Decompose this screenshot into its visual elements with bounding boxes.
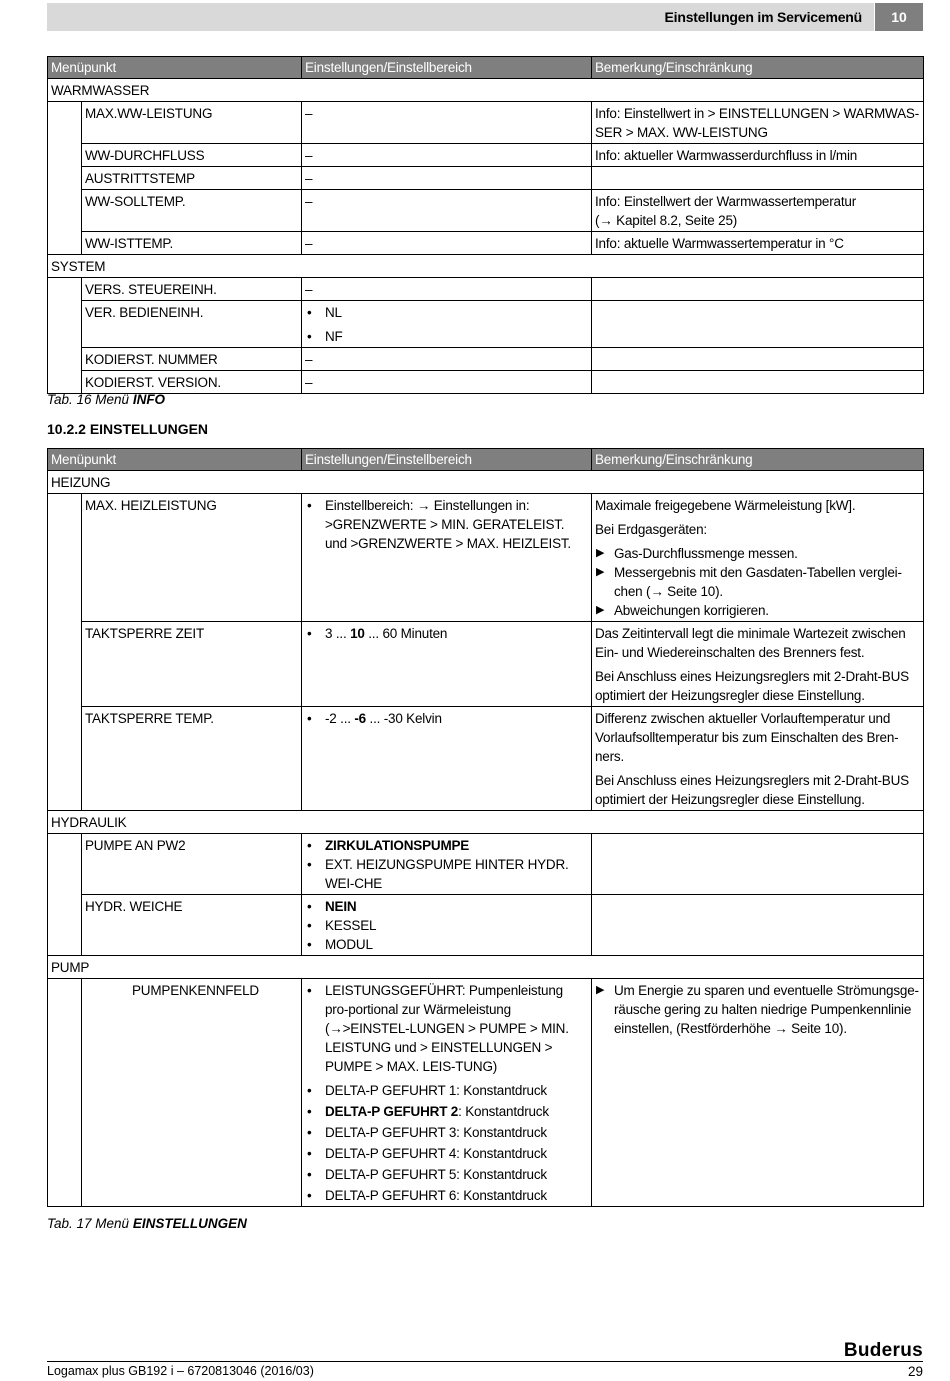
- step-item: ▶ Um Energie zu sparen und eventuelle Strömungsge-räusche gering zu halten niedrige Pumpenkennlinie einstellen, (Restförderhöhe → Seite 10).: [595, 981, 920, 1038]
- col-header-setting: Einstellungen/Einstellbereich: [302, 57, 592, 79]
- option-item: • EXT. HEIZUNGSPUMPE HINTER HYDR. WEI-CHE: [305, 855, 588, 893]
- col-header-menu: Menüpunkt: [48, 449, 302, 471]
- option-item: • KESSEL: [305, 916, 588, 935]
- option-item: • NF: [305, 327, 588, 346]
- section-row: [48, 79, 924, 102]
- menu-item: TAKTSPERRE ZEIT: [82, 622, 302, 707]
- option-item: • 3 ... 10 ... 60 Minuten: [305, 624, 588, 643]
- table-row: [48, 707, 924, 811]
- table-row: [48, 232, 924, 255]
- section-row: [48, 471, 924, 494]
- table-row: [48, 494, 924, 622]
- setting-cell: [302, 494, 592, 622]
- remark-line: Bei Anschluss eines Heizungsreglers mit 2-Draht-BUS optimiert der Heizungsregler diese Einstellung.: [595, 669, 909, 703]
- section-system: SYSTEM: [48, 255, 924, 278]
- remark-cell: [592, 167, 924, 190]
- table-row: [48, 144, 924, 167]
- remark-line: Bei Anschluss eines Heizungsreglers mit 2-Draht-BUS optimiert der Heizungsregler diese Einstellung.: [595, 773, 909, 807]
- remark-cell: [592, 494, 924, 622]
- step-item: ▶ Gas-Durchflussmenge messen.: [595, 544, 920, 563]
- col-header-remark: Bemerkung/Einschränkung: [592, 449, 924, 471]
- option-item: • -2 ... -6 ... -30 Kelvin: [305, 709, 588, 728]
- step-item: ▶ Abweichungen korrigieren.: [595, 601, 920, 620]
- option-item: • DELTA-P GEFUHRT 3: Konstantdruck: [305, 1123, 588, 1142]
- footer-document-id: Logamax plus GB192 i – 6720813046 (2016/03): [47, 1364, 314, 1378]
- setting-cell: [302, 707, 592, 811]
- table-info-menu: [47, 56, 924, 394]
- remark-line: Maximale freigegebene Wärmeleistung [kW].: [595, 498, 856, 513]
- setting-cell: [302, 895, 592, 956]
- setting-cell: –: [302, 190, 592, 232]
- menu-item: HYDR. WEICHE: [82, 895, 302, 956]
- remark-cell: [592, 622, 924, 707]
- brand-logo: Buderus: [843, 1340, 923, 1361]
- section-heizung: HEIZUNG: [48, 471, 924, 494]
- remark-cell: [592, 371, 924, 394]
- menu-item: KODIERST. VERSION.: [82, 371, 302, 394]
- footer-rule: [47, 1361, 923, 1362]
- section-heading: 10.2.2 EINSTELLUNGEN: [47, 421, 209, 437]
- col-header-setting: Einstellungen/Einstellbereich: [302, 449, 592, 471]
- header-title: Einstellungen im Servicemenü: [664, 9, 862, 25]
- menu-item: KODIERST. NUMMER: [82, 348, 302, 371]
- option-item: • DELTA-P GEFUHRT 1: Konstantdruck: [305, 1081, 588, 1100]
- menu-item: WW-ISTTEMP.: [82, 232, 302, 255]
- remark-line: (→ Kapitel 8.2, Seite 25): [595, 213, 738, 228]
- remark-cell: [592, 895, 924, 956]
- setting-cell: [302, 622, 592, 707]
- setting-cell: [302, 834, 592, 895]
- setting-cell: –: [302, 348, 592, 371]
- remark-cell: [592, 278, 924, 301]
- remark-line: Info: Einstellwert der Warmwassertemperatur: [595, 194, 856, 209]
- remark-cell: [592, 707, 924, 811]
- option-item: • LEISTUNGSGEFÜHRT: Pumpenleistung pro-portional zur Wärmeleistung (→>EINSTEL-LUNGEN > PUMPE > MIN. LEISTUNG und > EINSTELLUNGEN > PUMPE > MAX. LEIS-TUNG): [305, 981, 588, 1076]
- menu-item: WW-SOLLTEMP.: [82, 190, 302, 232]
- remark-cell: [592, 348, 924, 371]
- menu-item: PUMPENKENNFELD: [82, 979, 302, 1207]
- step-item: ▶ Messergebnis mit den Gasdaten-Tabellen verglei-chen (→ Seite 10).: [595, 563, 920, 601]
- remark-cell: [592, 190, 924, 232]
- table-header-row: [48, 57, 924, 79]
- option-item: • NL: [305, 303, 588, 322]
- table-header-row: [48, 449, 924, 471]
- setting-cell: –: [302, 371, 592, 394]
- table-row: [48, 371, 924, 394]
- page-number: 29: [907, 1364, 923, 1379]
- option-item: • ZIRKULATIONSPUMPE: [305, 836, 588, 855]
- remark-line: Bei Erdgasgeräten:: [595, 522, 707, 537]
- setting-cell: [302, 301, 592, 348]
- table-row: [48, 278, 924, 301]
- chapter-number: 10: [875, 3, 923, 31]
- table-caption: Tab. 16 Menü INFO: [47, 392, 166, 407]
- remark-line: Differenz zwischen aktueller Vorlauftemperatur und Vorlaufsolltemperatur bis zum Einschalten des Bren-ners.: [595, 711, 899, 764]
- option-item: • DELTA-P GEFUHRT 6: Konstantdruck: [305, 1186, 588, 1205]
- table-row: [48, 190, 924, 232]
- setting-cell: –: [302, 232, 592, 255]
- section-row: [48, 956, 924, 979]
- table-row: [48, 834, 924, 895]
- option-item: • MODUL: [305, 935, 588, 954]
- menu-item: TAKTSPERRE TEMP.: [82, 707, 302, 811]
- table-caption: Tab. 17 Menü EINSTELLUNGEN: [47, 1216, 247, 1231]
- table-einstellungen-menu: [47, 448, 924, 1207]
- section-hydraulik: HYDRAULIK: [48, 811, 924, 834]
- menu-item: MAX.WW-LEISTUNG: [82, 102, 302, 144]
- option-item: • DELTA-P GEFUHRT 4: Konstantdruck: [305, 1144, 588, 1163]
- menu-item: WW-DURCHFLUSS: [82, 144, 302, 167]
- setting-cell: –: [302, 167, 592, 190]
- remark-cell: Info: aktueller Warmwasserdurchfluss in l/min: [592, 144, 924, 167]
- remark-line: Das Zeitintervall legt die minimale Wartezeit zwischen Ein- und Wiedereinschalten des Brenners fest.: [595, 626, 906, 660]
- remark-cell: Info: aktuelle Warmwassertemperatur in °C: [592, 232, 924, 255]
- menu-item: AUSTRITTSTEMP: [82, 167, 302, 190]
- table-row: [48, 622, 924, 707]
- setting-cell: –: [302, 144, 592, 167]
- menu-item: PUMPE AN PW2: [82, 834, 302, 895]
- table-row: [48, 102, 924, 144]
- option-item: • Einstellbereich: → Einstellungen in: >GRENZWERTE > MIN. GERATELEIST. und >GRENZWERTE > MAX. HEIZLEIST.: [305, 496, 588, 553]
- table-row: [48, 979, 924, 1207]
- table-row: [48, 895, 924, 956]
- col-header-remark: Bemerkung/Einschränkung: [592, 57, 924, 79]
- remark-cell: [592, 979, 924, 1207]
- menu-item: VERS. STEUEREINH.: [82, 278, 302, 301]
- section-pump: PUMP: [48, 956, 924, 979]
- menu-item: VER. BEDIENEINH.: [82, 301, 302, 348]
- setting-cell: –: [302, 278, 592, 301]
- section-row: [48, 811, 924, 834]
- option-item: • DELTA-P GEFUHRT 2: Konstantdruck: [305, 1102, 588, 1121]
- section-warmwasser: WARMWASSER: [48, 79, 924, 102]
- section-row: [48, 255, 924, 278]
- col-header-menu: Menüpunkt: [48, 57, 302, 79]
- setting-cell: –: [302, 102, 592, 144]
- table-row: [48, 167, 924, 190]
- option-item: • DELTA-P GEFUHRT 5: Konstantdruck: [305, 1165, 588, 1184]
- remark-cell: [592, 301, 924, 348]
- remark-cell: [592, 834, 924, 895]
- setting-cell: [302, 979, 592, 1207]
- option-item: • NEIN: [305, 897, 588, 916]
- menu-item: MAX. HEIZLEISTUNG: [82, 494, 302, 622]
- table-row: [48, 348, 924, 371]
- remark-cell: Info: Einstellwert in > EINSTELLUNGEN > WARMWAS-SER > MAX. WW-LEISTUNG: [592, 102, 924, 144]
- table-row: [48, 301, 924, 348]
